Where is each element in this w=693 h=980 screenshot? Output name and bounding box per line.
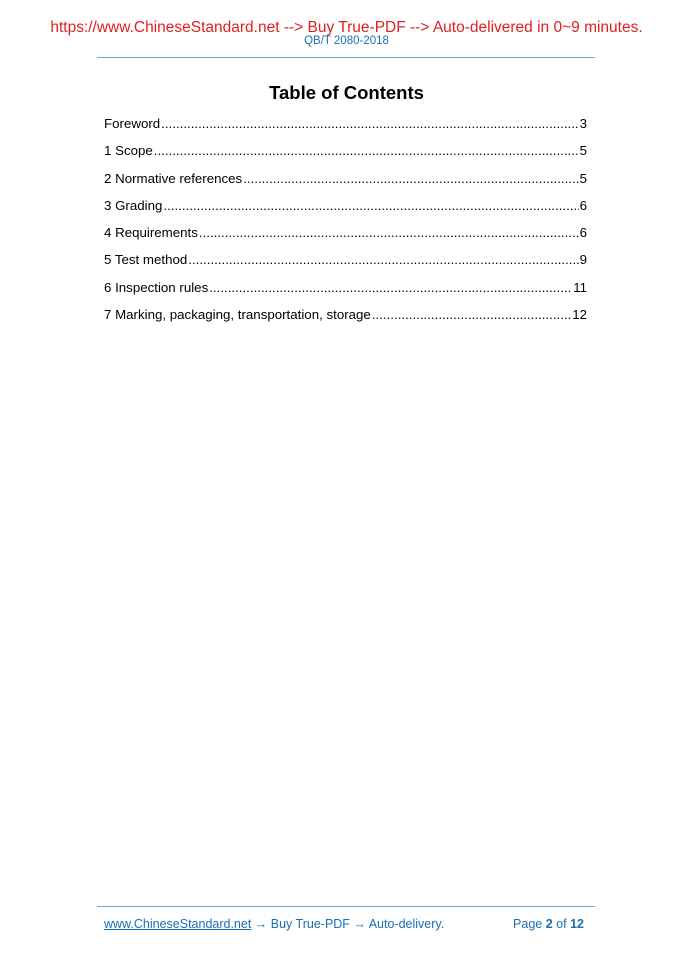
toc-entry-label: 7 Marking, packaging, transportation, storage xyxy=(104,307,371,323)
toc-leader-dots xyxy=(163,198,578,213)
toc-entry-label: 2 Normative references xyxy=(104,170,243,186)
toc-entry-normative-references[interactable] xyxy=(104,171,587,198)
site-link[interactable]: www.ChineseStandard.net xyxy=(104,917,252,931)
toc-leader-dots xyxy=(209,280,572,295)
of-word: of xyxy=(556,917,567,931)
toc-entry-label: 1 Scope xyxy=(104,143,153,159)
toc-entry-page: 12 xyxy=(572,307,587,323)
table-of-contents xyxy=(104,116,587,334)
toc-entry-inspection-rules[interactable] xyxy=(104,280,587,307)
toc-leader-dots xyxy=(372,307,571,322)
toc-entry-requirements[interactable] xyxy=(104,225,587,252)
toc-entry-grading[interactable] xyxy=(104,198,587,225)
toc-leader-dots xyxy=(188,252,578,267)
toc-entry-page: 11 xyxy=(573,279,587,295)
toc-entry-page: 6 xyxy=(579,225,587,241)
document-code: QB/T 2080-2018 xyxy=(304,35,389,47)
promo-banner: https://www.ChineseStandard.net --> Buy True-PDF --> Auto-delivered in 0~9 minutes. xyxy=(50,19,643,36)
page-title: Table of Contents xyxy=(269,82,424,103)
toc-entry-test-method[interactable] xyxy=(104,252,587,279)
toc-leader-dots xyxy=(243,171,578,186)
toc-entry-label: 6 Inspection rules xyxy=(104,279,209,295)
toc-entry-label: 4 Requirements xyxy=(104,225,198,241)
footer-promo xyxy=(104,917,444,931)
toc-entry-marking-packaging[interactable] xyxy=(104,307,587,334)
footer-tagline: → Buy True-PDF → Auto-delivery. xyxy=(251,917,445,931)
toc-entry-label: Foreword xyxy=(104,116,161,131)
header-divider xyxy=(97,57,595,58)
total-pages-number: 12 xyxy=(570,917,584,931)
toc-leader-dots xyxy=(161,116,578,131)
page-footer xyxy=(104,917,584,931)
toc-leader-dots xyxy=(154,143,579,158)
toc-entry-page: 5 xyxy=(579,143,587,159)
toc-entry-page: 9 xyxy=(579,252,587,268)
page-word: Page xyxy=(513,917,543,931)
toc-leader-dots xyxy=(199,225,579,240)
toc-entry-page: 6 xyxy=(579,197,587,213)
toc-entry-label: 5 Test method xyxy=(104,252,188,268)
toc-entry-page: 3 xyxy=(579,116,587,131)
footer-divider xyxy=(97,906,595,907)
toc-entry-scope[interactable] xyxy=(104,143,587,170)
toc-entry-foreword[interactable] xyxy=(104,116,587,143)
toc-entry-page: 5 xyxy=(579,170,587,186)
page-indicator xyxy=(513,917,584,931)
current-page-number: 2 xyxy=(545,917,553,931)
toc-entry-label: 3 Grading xyxy=(104,197,163,213)
